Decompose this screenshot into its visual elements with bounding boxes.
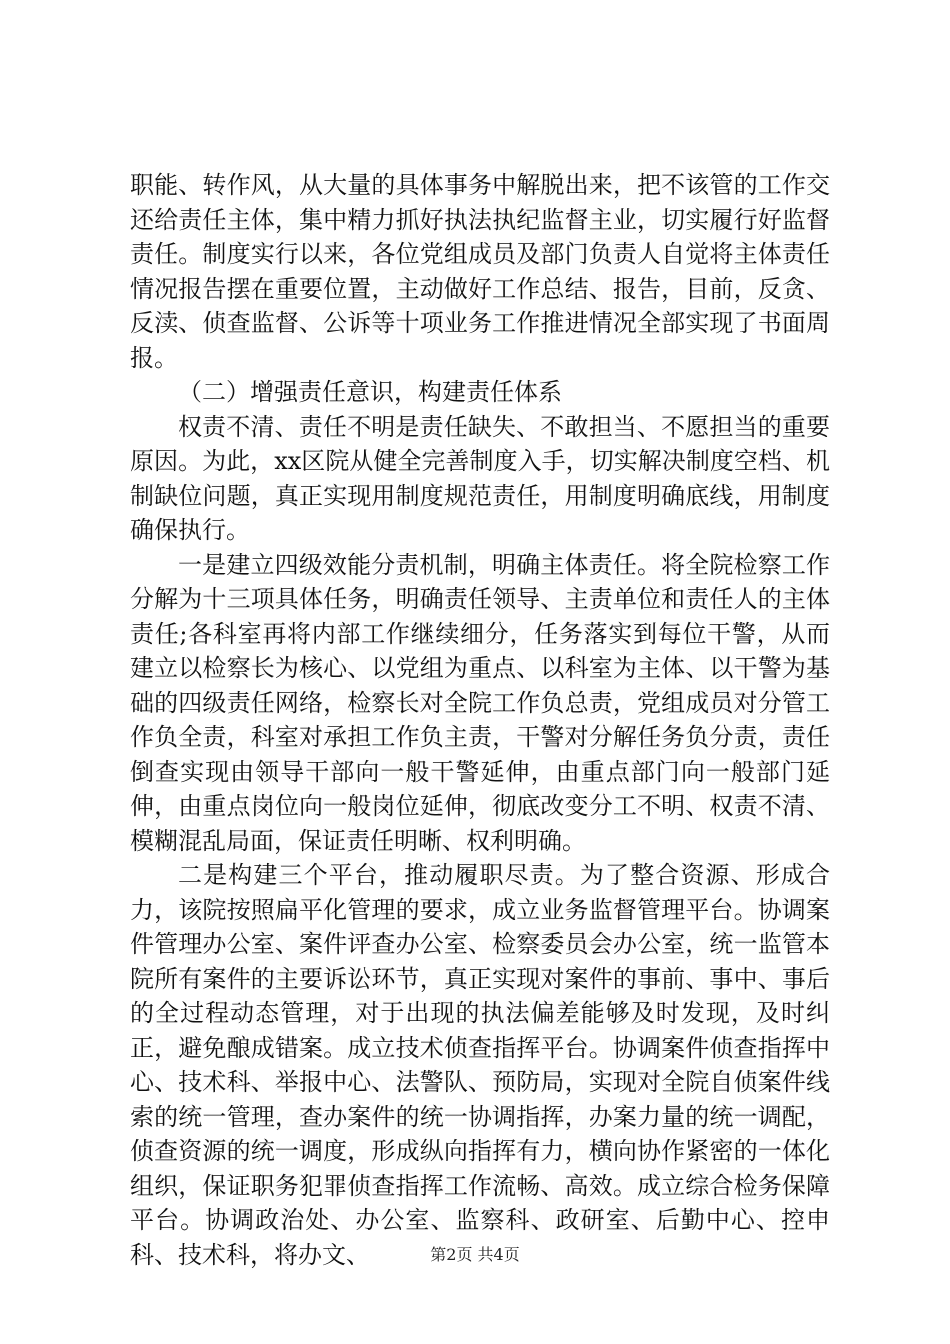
paragraph-three-platforms: 二是构建三个平台，推动履职尽责。为了整合资源、形成合力，该院按照扁平化管理的要求，成立业务监督管理平台。协调案件管理办公室、案件评查办公室、检察委员会办公室，统一监管本院所有案件的主要诉讼环节，真正实现对案件的事前、事中、事后的全过程动态管理，对于出现的执法偏差能够及时发现，及时纠正，避免酿成错案。成立技术侦查指挥平台。协调案件侦查指挥中心、技术科、举报中心、法警队、预防局，实现对全院自侦案件线索的统一管理，查办案件的统一协调指挥，办案力量的统一调配，侦查资源的统一调度，形成纵向指挥有力，横向协作紧密的一体化组织，保证职务犯罪侦查指挥工作流畅、高效。成立综合检务保障平台。协调政治处、办公室、监察科、政研室、后勤中心、控申科、技术科，将办文、 [130, 861, 830, 1269]
paragraph-responsibility-causes: 权责不清、责任不明是责任缺失、不敢担当、不愿担当的重要原因。为此，xx区院从健全完善制度入手，切实解决制度空档、机制缺位问题，真正实现用制度规范责任，用制度明确底线，用制度确保执行。 [130, 412, 830, 544]
document-body [130, 168, 830, 1272]
section-heading: （二）增强责任意识，构建责任体系 [178, 378, 562, 406]
page-number-footer: 第2页 共4页 [430, 1245, 520, 1264]
paragraph-continuation: 职能、转作风，从大量的具体事务中解脱出来，把不该管的工作交还给责任主体，集中精力抓好执法执纪监督主业，切实履行好监督责任。制度实行以来，各位党组成员及部门负责人自觉将主体责任情况报告摆在重要位置，主动做好工作总结、报告，目前，反贪、反渎、侦查监督、公诉等十项业务工作推进情况全部实现了书面周报。 [130, 171, 830, 372]
paragraph-four-level-mechanism: 一是建立四级效能分责机制，明确主体责任。将全院检察工作分解为十三项具体任务，明确责任领导、主责单位和责任人的主体责任;各科室再将内部工作继续细分，任务落实到每位干警，从而建立以检察长为核心、以党组为重点、以科室为主体、以干警为基础的四级责任网络，检察长对全院工作负总责，党组成员对分管工作负全责，科室对承担工作负主责，干警对分解任务负分责，责任倒查实现由领导干部向一般干警延伸，由重点部门向一般部门延伸，由重点岗位向一般岗位延伸，彻底改变分工不明、权责不清、模糊混乱局面，保证责任明晰、权利明确。 [130, 550, 830, 855]
